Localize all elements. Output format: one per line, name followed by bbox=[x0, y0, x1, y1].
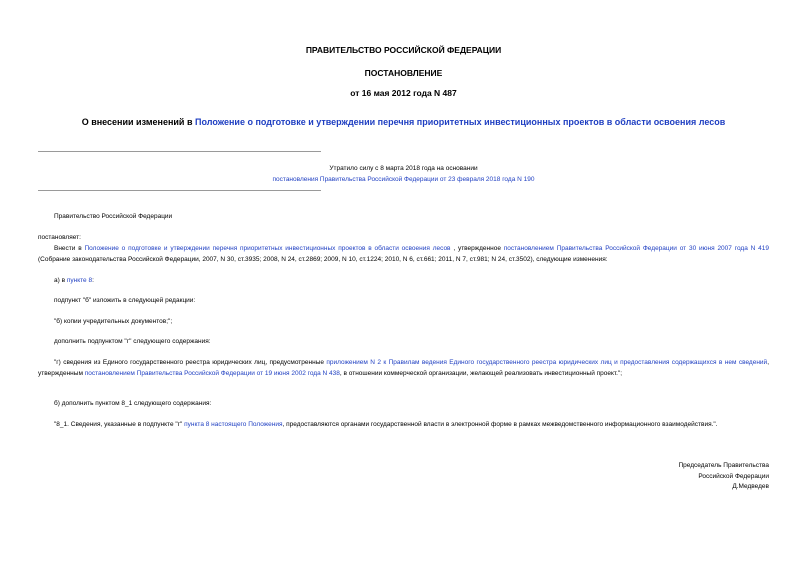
amend-link-regulation[interactable]: Положение о подготовке и утверждении перечня приоритетных инвестиционных проектов в области освоения лесов bbox=[84, 245, 451, 252]
amend-link-decree[interactable]: постановлением Правительства Российской Федерации от 30 июня 2007 года N 419 bbox=[503, 245, 769, 252]
item-8-1-link[interactable]: пункта 8 настоящего Положения bbox=[184, 421, 283, 428]
paragraph-subitem-g bbox=[38, 357, 769, 379]
status-note-link[interactable]: постановления Правительства Российской Федерации от 23 февраля 2018 года N 190 bbox=[272, 176, 535, 183]
subitem-g-link-decree[interactable]: постановлением Правительства Российской Федерации от 19 июня 2002 года N 438 bbox=[84, 370, 340, 377]
paragraph-documents: "б) копии учредительных документов;"; bbox=[54, 318, 173, 325]
subitem-g-link-rules[interactable]: приложением N 2 к Правилам ведения Единого государственного реестра юридических лиц и предоставления содержащихся в нем сведений bbox=[326, 359, 768, 366]
government-heading: ПРАВИТЕЛЬСТВО РОССИЙСКОЙ ФЕДЕРАЦИИ bbox=[305, 45, 502, 55]
paragraph-8-1 bbox=[38, 419, 769, 430]
subitem-g-text-b: , утвержденным bbox=[38, 359, 769, 377]
bottom-divider bbox=[38, 190, 321, 191]
paragraph-amend bbox=[38, 243, 769, 265]
amend-text-c: (Собрание законодательства Российской Федерации, 2007, N 30, ст.3935; 2008, N 24, ст.2869; 2009, N 10, ст.1224; 2010, N 6, ст.661; 2011, N 7, ст.981; N 24, ст.3502), следующие изменения: bbox=[38, 256, 608, 263]
amend-text-b: , утвержденное bbox=[450, 245, 504, 252]
paragraph-add-subitem: дополнить подпунктом "г" следующего содержания: bbox=[54, 338, 211, 345]
paragraph-subitem-b: подпункт "б" изложить в следующей редакции: bbox=[54, 297, 196, 304]
paragraph-item-b: б) дополнить пунктом 8_1 следующего содержания: bbox=[54, 400, 212, 407]
top-divider bbox=[38, 151, 321, 152]
paragraph-decrees: постановляет: bbox=[38, 234, 81, 241]
signature-block bbox=[678, 461, 769, 493]
signature-position: Председатель Правительства bbox=[678, 462, 769, 469]
subitem-g-text-a: "г) сведения из Единого государственного реестра юридических лиц, предусмотренные bbox=[54, 359, 327, 366]
item-a-colon: : bbox=[92, 277, 94, 284]
title-link[interactable]: Положение о подготовке и утверждении перечня приоритетных инвестиционных проектов в области освоения лесов bbox=[194, 117, 726, 127]
title-prefix: О внесении изменений в bbox=[81, 117, 195, 127]
paragraph-government: Правительство Российской Федерации bbox=[54, 213, 173, 220]
subitem-g-text-c: , в отношении коммерческой организации, желающей реализовать инвестиционный проект."; bbox=[339, 370, 623, 377]
item-a-text: а) в bbox=[54, 277, 67, 284]
signature-org: Российской Федерации bbox=[698, 472, 769, 480]
paragraph-item-a bbox=[38, 275, 769, 286]
item-8-1-text-a: "8_1. Сведения, указанные в подпункте "г" bbox=[54, 421, 185, 428]
signature-name: Д.Медведев bbox=[732, 483, 769, 490]
item-8-1-text-b: , предоставляются органами государственной власти в электронной форме в рамках межведомственного информационного взаимодействия.". bbox=[282, 421, 718, 428]
amend-text-a: Внести в bbox=[54, 245, 85, 252]
document-title bbox=[60, 116, 747, 128]
status-note-line: Утратило силу с 8 марта 2018 года на основании bbox=[329, 165, 478, 172]
document-date-number: от 16 мая 2012 года N 487 bbox=[350, 88, 457, 98]
document-type: ПОСТАНОВЛЕНИЕ bbox=[364, 68, 443, 78]
item-a-link[interactable]: пункте 8 bbox=[66, 277, 93, 284]
